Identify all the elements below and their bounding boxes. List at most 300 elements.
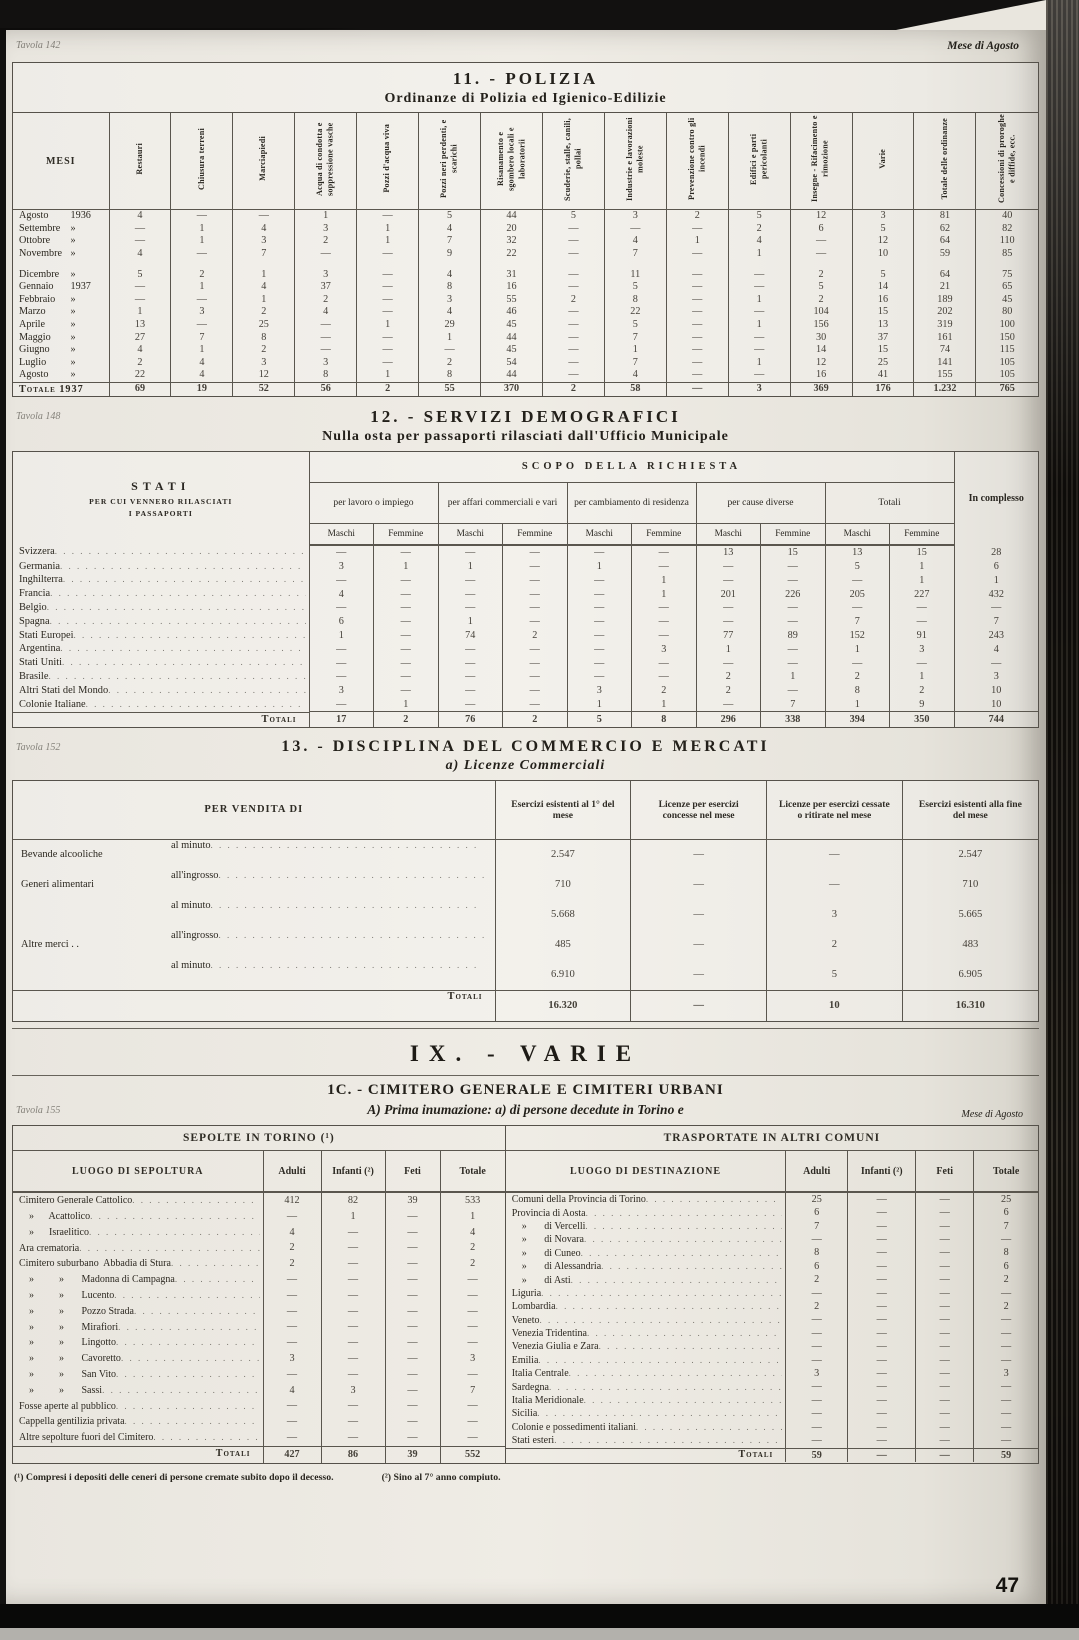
data-cell: 1 [632,698,697,712]
data-cell: 4 [419,223,481,236]
scopo-group-header: per lavoro o impiego [309,482,438,523]
data-cell: — [503,670,568,684]
data-cell: 15 [852,344,914,357]
data-cell: — [438,601,503,615]
burial-place: Cimitero Generale Cattolico [19,1195,133,1207]
polizia-column-header [171,113,233,210]
data-cell: — [666,344,728,357]
data-cell: 2 [696,684,761,698]
data-cell: 59 [974,1448,1038,1462]
table-row [13,642,1038,656]
data-cell: — [632,560,697,574]
data-cell: 1 [357,369,419,382]
data-cell: 12 [790,210,852,223]
table-row [13,1272,505,1288]
data-cell: 2 [786,1300,848,1313]
data-cell: 4 [109,210,171,223]
data-cell: 2 [263,1256,321,1272]
data-cell: — [848,1207,916,1220]
data-cell: 319 [914,319,976,332]
polizia-column-header [852,113,914,210]
data-cell: 40 [976,210,1038,223]
data-cell: 1 [567,560,632,574]
data-cell: 6 [786,1207,848,1220]
data-cell: — [567,545,632,560]
polizia-column-header [357,113,419,210]
state-name: Germania [19,560,60,572]
data-cell: — [385,1304,440,1320]
data-cell: — [321,1335,385,1351]
data-cell: 85 [976,248,1038,261]
burial-place-label [13,1430,263,1446]
data-cell: — [542,306,604,319]
data-cell: — [825,656,890,670]
data-cell: — [632,670,697,684]
month-cell [13,369,109,382]
data-cell: — [109,294,171,307]
data-cell: 2 [171,260,233,281]
data-cell: — [567,629,632,643]
data-cell: — [848,1327,916,1340]
burial-place: Altre sepolture fuori del Cimitero [19,1432,154,1444]
vertical-header-text: Industrie e lavorazioni moleste [624,116,645,201]
cemetery-tables [12,1125,1039,1464]
data-cell: — [916,1247,974,1260]
footnote-1: (¹) Compresi i depositi delle ceneri di persone cremate subito dopo il decesso. [14,1472,334,1484]
data-cell: — [567,656,632,670]
data-cell: — [295,344,357,357]
merch-label [165,870,495,900]
data-cell: — [916,1367,974,1380]
data-cell: 45 [976,294,1038,307]
data-cell: — [786,1394,848,1407]
data-cell: 9 [890,698,955,712]
destination: Venezia Tridentina [511,1328,587,1340]
destination: Emilia [511,1354,539,1366]
data-cell: 3 [604,210,666,223]
data-cell: — [263,1209,321,1225]
destination: » di Vercelli [511,1220,586,1232]
data-cell: — [438,545,503,560]
data-cell: — [567,587,632,601]
dot-leader [116,1367,260,1382]
table-row [13,712,1038,727]
destination-label [506,1340,786,1353]
dot-leader [116,1399,260,1414]
data-cell: 5.665 [902,900,1038,930]
burial-place: Cappella gentilizia privata [19,1416,125,1428]
cimitero-subtitle: A) Prima inumazione: a) di persone decedute in Torino e [367,1102,684,1118]
data-cell: 74 [438,629,503,643]
destination-label [506,1434,786,1447]
trasportate-column-header: Infanti (²) [848,1151,916,1193]
dot-leader [116,1335,260,1350]
data-cell: 7 [233,248,295,261]
data-cell: 4 [263,1383,321,1399]
data-cell: — [974,1434,1038,1448]
burial-place-label [13,1304,263,1320]
data-cell: — [666,369,728,382]
polizia-column-header [728,113,790,210]
data-cell: — [728,306,790,319]
burial-place: » » Lingotto [19,1337,116,1349]
tavola-label: Tavola 142 [16,40,61,51]
data-cell: — [542,248,604,261]
month-year: » [70,331,76,343]
scopo-group-header: per cambiamento di residenza [567,482,696,523]
data-cell: 155 [914,369,976,382]
data-cell: — [916,1233,974,1246]
dot-leader [541,1287,782,1300]
data-cell: 1 [438,615,503,629]
data-cell: — [786,1421,848,1434]
data-cell: — [309,698,374,712]
dot-leader [50,615,306,628]
data-cell: — [761,684,826,698]
data-cell: 1 [357,235,419,248]
data-cell: — [632,629,697,643]
data-cell: — [848,1367,916,1380]
data-cell: 20 [481,223,543,236]
sex-subheader: Maschi [825,523,890,545]
vertical-header-text: Chiusura terreni [196,127,206,190]
merch-group [13,990,165,1021]
dot-leader [47,601,306,614]
data-cell: — [890,615,955,629]
table-row [13,587,1038,601]
data-cell: 2.547 [902,839,1038,870]
data-cell: — [263,1320,321,1336]
data-cell: 32 [481,235,543,248]
sex-subheader: Maschi [696,523,761,545]
destination: Lombardia [511,1301,556,1313]
data-cell: — [385,1241,440,1257]
commercio-header-row [13,781,1038,840]
data-cell: 2 [440,1256,505,1272]
table-row [506,1260,1038,1273]
dot-leader [218,930,491,941]
data-cell: 1 [890,560,955,574]
data-cell: 28 [954,545,1038,560]
data-cell: — [357,344,419,357]
data-cell: 427 [263,1446,321,1463]
data-cell: — [321,1430,385,1446]
data-cell: — [916,1260,974,1273]
state-name: Stati Uniti [19,657,63,669]
burial-place-label [13,1272,263,1288]
data-cell: — [321,1225,385,1241]
month-name: Novembre [19,248,62,260]
table-row [506,1448,1038,1462]
data-cell: — [786,1233,848,1246]
data-cell: — [440,1367,505,1383]
destination: Provincia di Aosta [511,1207,586,1219]
data-cell: — [385,1225,440,1241]
polizia-table [13,113,1038,396]
table-row [13,1288,505,1304]
data-cell: 27 [109,331,171,344]
data-cell: — [357,306,419,319]
table-row [506,1314,1038,1327]
vertical-header-text: Risanamento e sgombero locali e laboratorii [495,126,526,191]
data-cell: — [916,1314,974,1327]
data-cell: — [309,670,374,684]
sepolte-column-header: Adulti [263,1151,321,1193]
dot-leader [74,629,306,642]
month-name: Febbraio [19,293,56,305]
destination: Colonie e possedimenti italiani [511,1421,636,1433]
dot-leader [171,1256,260,1271]
data-cell: — [542,260,604,281]
data-cell: 3 [309,560,374,574]
varie-section-title: IX. - VARIE [409,1041,642,1067]
month-year: 1936 [70,210,91,222]
table-row [13,1320,505,1336]
data-cell: 86 [321,1446,385,1463]
destination-label [506,1354,786,1367]
data-cell: — [321,1320,385,1336]
polizia-column-header [976,113,1038,210]
data-cell: 7 [604,331,666,344]
commercio-column-header: Esercizi esistenti al 1° del mese [495,781,631,840]
month-name: Totale 1937 [19,383,84,395]
data-cell: — [109,235,171,248]
data-cell: 12 [852,235,914,248]
sex-subheader: Femmine [761,523,826,545]
stub-title: STATI [131,478,191,493]
dot-leader [121,1351,260,1366]
data-cell: 1 [666,235,728,248]
data-cell: — [916,1381,974,1394]
data-cell: 1 [728,319,790,332]
dot-leader [211,840,492,851]
sex-subheader: Femmine [503,523,568,545]
data-cell: — [631,900,767,930]
data-cell: 25 [974,1192,1038,1206]
data-cell: — [632,545,697,560]
data-cell: 2 [728,223,790,236]
polizia-column-header [914,113,976,210]
month-year: » [70,222,76,234]
data-cell: — [385,1383,440,1399]
data-cell: 29 [419,319,481,332]
data-cell: 8 [419,281,481,294]
data-cell: — [321,1414,385,1430]
table-row [13,629,1038,643]
dot-leader [118,1320,259,1335]
destination-label [506,1327,786,1340]
data-cell: — [974,1233,1038,1246]
data-cell: — [503,560,568,574]
dot-leader [584,1394,783,1407]
data-cell: 77 [696,629,761,643]
data-cell: 350 [890,712,955,727]
data-cell: — [666,357,728,370]
merch-group [13,960,165,991]
data-cell: 2 [503,629,568,643]
table-row [13,1383,505,1399]
state-name: Spagna [19,615,50,627]
data-cell: 1 [233,294,295,307]
data-cell: 82 [321,1192,385,1209]
data-cell: 104 [790,306,852,319]
scanner-background [0,1628,1079,1640]
data-cell: 370 [481,382,543,396]
data-cell: 64 [914,235,976,248]
table-row [13,1256,505,1272]
dot-leader [586,1207,783,1220]
data-cell: — [786,1314,848,1327]
vertical-header-text: Acqua di condotta e soppressione vasche [315,121,335,196]
data-cell: 412 [263,1192,321,1209]
data-cell: — [438,684,503,698]
data-cell: — [263,1335,321,1351]
vertical-header-text: Scuderie, stalle, canili, pollai [562,117,583,201]
polizia-column-header [481,113,543,210]
data-cell: 3 [440,1351,505,1367]
sex-subheader: Femmine [632,523,697,545]
data-cell: — [786,1434,848,1448]
month-cell [13,319,109,332]
data-cell: — [848,1287,916,1300]
table-row [13,930,1038,960]
data-cell: — [825,573,890,587]
month-year: » [70,248,76,260]
dot-leader [63,573,306,586]
data-cell: 1.232 [914,382,976,396]
data-cell: — [357,248,419,261]
state-label [13,698,309,712]
destination: » di Alessandria [511,1261,602,1273]
dot-leader [90,1209,259,1224]
data-cell: 2 [890,684,955,698]
data-cell: 202 [914,306,976,319]
data-cell: — [761,642,826,656]
data-cell: — [567,670,632,684]
data-cell: — [263,1430,321,1446]
data-cell: — [786,1340,848,1353]
table-row [506,1381,1038,1394]
data-cell: 75 [976,260,1038,281]
destination-label [506,1287,786,1300]
data-cell: — [916,1340,974,1353]
data-cell: — [374,656,439,670]
data-cell: — [916,1434,974,1448]
data-cell: — [632,656,697,670]
data-cell: — [766,839,902,870]
month-cell [13,331,109,344]
commercio-table [13,781,1038,1022]
data-cell: — [848,1233,916,1246]
data-cell: 14 [852,281,914,294]
data-cell: 3 [419,294,481,307]
data-cell: — [974,1407,1038,1420]
data-cell: — [440,1430,505,1446]
data-cell: 6 [974,1207,1038,1220]
burial-place-label [13,1383,263,1399]
data-cell: 4 [295,306,357,319]
table-row [13,1399,505,1415]
data-cell: 205 [825,587,890,601]
scan-shadow-bottom [0,1604,1079,1628]
data-cell: — [263,1272,321,1288]
destination-label [506,1407,786,1420]
data-cell: — [848,1434,916,1448]
dot-leader [50,587,305,600]
polizia-column-header [233,113,295,210]
data-cell: 45 [481,344,543,357]
data-cell: 3 [295,260,357,281]
data-cell: 4 [109,248,171,261]
data-cell: — [440,1288,505,1304]
data-cell: 105 [976,369,1038,382]
vertical-header-text: Concessioni di proroghe e diffide, ecc. [996,114,1017,203]
data-cell: 2 [790,294,852,307]
data-cell: 4 [109,344,171,357]
data-cell: — [916,1220,974,1233]
data-cell: — [503,684,568,698]
burial-place: » » San Vito [19,1368,116,1380]
data-cell: 1 [696,642,761,656]
data-cell: — [171,294,233,307]
merch-label [165,900,495,930]
month-year: » [70,293,76,305]
table-commercio [12,780,1039,1023]
demografici-stub-header [13,452,309,545]
data-cell: — [974,1394,1038,1407]
data-cell: 1 [233,260,295,281]
data-cell: — [567,573,632,587]
dot-leader [537,1407,782,1420]
month-name: Settembre [19,222,61,234]
data-cell: 3 [309,684,374,698]
data-cell: 338 [761,712,826,727]
table-row [13,1446,505,1463]
data-cell: — [542,357,604,370]
merch-name: all'ingrosso [171,929,219,941]
merch-name: all'ingrosso [171,869,219,881]
dot-leader [125,1414,260,1429]
polizia-column-header [109,113,171,210]
data-cell: — [761,560,826,574]
vertical-header-text: Totale delle ordinanze [939,117,949,200]
sex-subheader: Maschi [567,523,632,545]
destination-label [506,1247,786,1260]
merch-name: al minuto [171,839,211,851]
destination-label [506,1367,786,1380]
burial-place-label [13,1225,263,1241]
tavola-label: Tavola 152 [16,741,61,753]
data-cell: 2 [666,210,728,223]
data-cell: — [631,870,767,900]
data-cell: 1 [954,573,1038,587]
data-cell: — [786,1381,848,1394]
data-cell: — [503,698,568,712]
destination: Italia Centrale [511,1368,569,1380]
merch-name: al minuto [171,899,211,911]
data-cell: — [567,601,632,615]
data-cell: 2 [786,1274,848,1287]
data-cell: — [761,601,826,615]
data-cell: 5 [728,210,790,223]
data-cell: — [696,656,761,670]
data-cell: 15 [761,545,826,560]
month-label: Mese di Agosto [961,1109,1023,1121]
data-cell: — [321,1367,385,1383]
data-cell: — [309,573,374,587]
table-row [506,1192,1038,1206]
data-cell: — [385,1430,440,1446]
